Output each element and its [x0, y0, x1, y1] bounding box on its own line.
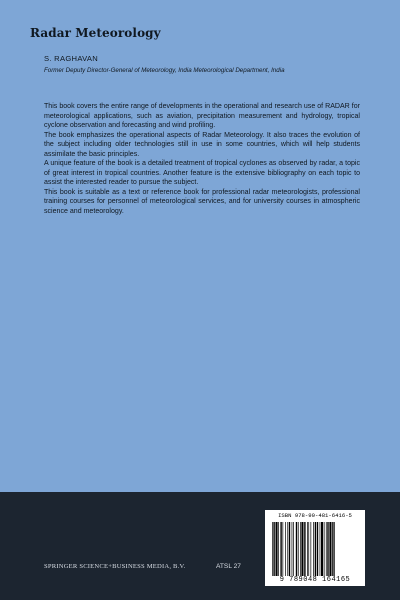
publisher-name: SPRINGER SCIENCE+BUSINESS MEDIA, B.V.	[44, 563, 186, 570]
barcode-bar	[321, 522, 323, 576]
barcode-bar	[298, 522, 299, 576]
series-code: ATSL 27	[216, 563, 241, 570]
barcode-bar	[334, 522, 335, 576]
isbn-label: ISBN 978-90-481-6416-5	[278, 512, 352, 519]
barcode-bar	[272, 522, 273, 576]
author-affiliation: Former Deputy Director-General of Meteorology, India Meteorological Department, India	[44, 67, 285, 74]
barcode-bar	[304, 522, 305, 576]
barcode-bar	[324, 522, 325, 576]
barcode-bar	[293, 522, 294, 576]
barcode-bar	[292, 522, 293, 576]
description-paragraph: This book covers the entire range of developments in the operational and research use of RADAR for meteorological applications, such as aviation, precipitation measurement and hydrology, tropical cyclone observation and forecasting and wind profiling.	[44, 103, 360, 129]
barcode-bar	[276, 522, 278, 576]
barcode-bar	[285, 522, 286, 576]
barcode-bar	[332, 522, 333, 576]
barcode-bar	[278, 522, 279, 576]
description-paragraph: This book is suitable as a text or reference book for professional radar meteorologists, professional training courses for personnel of meteorological services, and for university courses in atmospheric science and meteorology.	[44, 188, 360, 215]
barcode-bar	[287, 522, 288, 576]
barcode-number: 9 789048 164165	[279, 576, 351, 584]
description-paragraph: The book emphasizes the operational aspects of Radar Meteorology. It also traces the evolution of the subject including older technologies still in use in some countries, which will help students assimilate the basic principles.	[44, 131, 360, 158]
barcode-bar	[326, 522, 327, 576]
barcode-bar	[300, 522, 301, 576]
barcode-bar	[280, 522, 281, 576]
barcode-bar	[283, 522, 284, 576]
barcode-bar	[320, 522, 321, 576]
barcode-bar	[308, 522, 309, 576]
book-description	[44, 102, 360, 216]
barcode-icon	[272, 522, 358, 576]
author-name: S. RAGHAVAN	[44, 54, 99, 63]
barcode-bar	[313, 522, 314, 576]
barcode-bar	[317, 522, 318, 576]
barcode-bar	[329, 522, 331, 576]
barcode-bar	[327, 522, 328, 576]
barcode-bar	[289, 522, 290, 576]
barcode-bar	[307, 522, 308, 576]
barcode-bar	[273, 522, 274, 576]
barcode-bar	[296, 522, 297, 576]
barcode-bar	[301, 522, 303, 576]
barcode-bar	[315, 522, 316, 576]
book-title: Radar Meteorology	[30, 26, 161, 40]
description-paragraph: A unique feature of the book is a detailed treatment of tropical cyclones as observed by radar, a topic of great interest in tropical countries. Another feature is the extensive bibliography on each topic to assist the interested reader to pursue the subject.	[44, 160, 360, 186]
barcode-bar	[311, 522, 312, 576]
barcode-panel	[265, 510, 365, 586]
